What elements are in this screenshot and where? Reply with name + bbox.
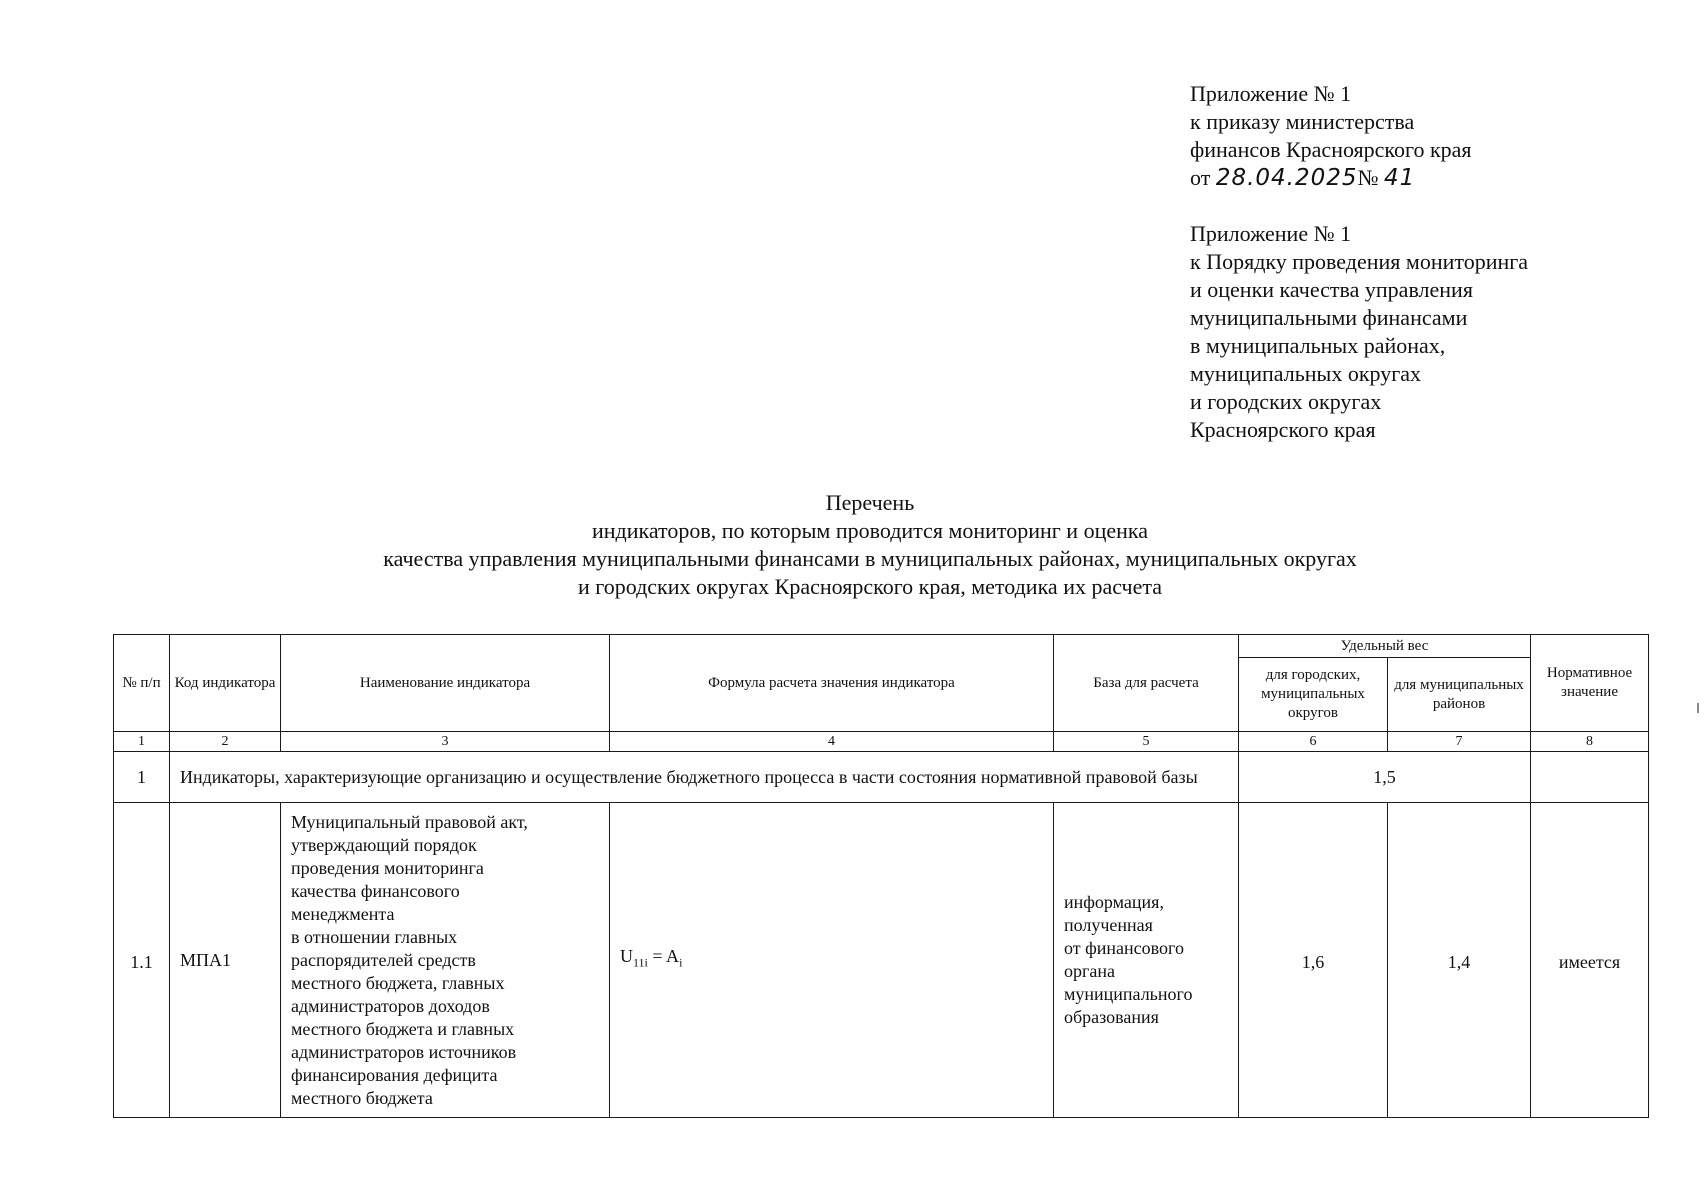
section-num: 1 [114,752,170,803]
header-weight-group: Удельный вес [1239,635,1531,658]
row-name-line: местного бюджета, главных [291,972,505,993]
section-weight: 1,5 [1239,752,1531,803]
scan-mark [1697,703,1699,713]
row-weight-urban: 1,6 [1239,803,1388,1118]
row-name-line: администраторов источников [291,1041,517,1062]
appendix-procedure-line: и оценки качества управления [1190,277,1473,302]
appendix-procedure-line: в муниципальных районах, [1190,333,1446,358]
date-prefix: от [1190,165,1211,190]
indicators-table [113,634,1649,1118]
header-num: № п/п [114,635,170,732]
row-formula [610,803,1054,1118]
appendix-procedure-line: и городских округах [1190,389,1382,414]
formula-u: U [620,946,633,967]
row-num: 1.1 [114,803,170,1118]
column-number: 8 [1531,732,1649,752]
handwritten-date: 28.04.2025 [1215,165,1358,191]
row-name-line: качества финансового [291,880,460,901]
title-line: и городских округах Красноярского края, методика их расчета [577,574,1163,599]
header-name: Наименование индикатора [281,635,610,732]
section-norm-empty [1531,752,1649,803]
title-line: Перечень [825,490,915,515]
formula-u-subscript: 11i [633,955,648,970]
appendix-procedure-line: к Порядку проведения мониторинга [1190,249,1529,274]
column-number: 3 [281,732,610,752]
appendix-procedure-block [1190,220,1528,444]
appendix-procedure-line: Красноярского края [1190,417,1376,442]
appendix-order-line-1: Приложение № 1 [1190,81,1352,106]
number-prefix: № [1357,165,1379,190]
row-base [1054,803,1239,1118]
appendix-order-line-2: к приказу министерства [1190,109,1415,134]
row-norm: имеется [1531,803,1649,1118]
row-name-line: проведения мониторинга [291,857,484,878]
column-number: 5 [1054,732,1239,752]
table-header-row [114,635,1649,658]
formula-equals-a: = A [647,946,680,967]
row-base-line: образования [1064,1007,1159,1027]
row-name-line: местного бюджета и главных [291,1018,515,1039]
row-code: МПА1 [170,803,281,1118]
column-number: 4 [610,732,1054,752]
row-name-line: администраторов доходов [291,995,490,1016]
header-code: Код индикатора [170,635,281,732]
handwritten-number: 41 [1384,165,1416,191]
row-base-line: от финансового [1064,938,1184,958]
appendix-procedure-line: Приложение № 1 [1190,221,1352,246]
title-line: качества управления муниципальными финансами в муниципальных районах, муниципальных округах [383,546,1357,571]
row-base-line: органа [1064,961,1115,981]
row-name-line: финансирования дефицита [291,1064,498,1085]
section-name: Индикаторы, характеризующие организацию и осуществление бюджетного процесса в части состояния нормативной правовой базы [170,752,1239,803]
row-name-line: в отношении главных [291,926,458,947]
column-number: 1 [114,732,170,752]
header-norm: Нормативное значение [1531,635,1649,732]
section-row [114,752,1649,803]
header-weight-urban: для городских, муниципальных округов [1239,658,1388,732]
column-number: 2 [170,732,281,752]
column-number: 7 [1388,732,1531,752]
appendix-procedure-line: муниципальными финансами [1190,305,1468,330]
row-name-line: менеджмента [291,903,395,924]
appendix-procedure-line: муниципальных округах [1190,361,1421,386]
header-weight-district: для муниципальных районов [1388,658,1531,732]
row-name-line: распорядителей средств [291,949,476,970]
table-row [114,803,1649,1118]
row-base-line: информация, [1064,892,1164,912]
row-name [281,803,610,1118]
title-line: индикаторов, по которым проводится мониторинг и оценка [591,518,1149,543]
column-number: 6 [1239,732,1388,752]
row-base-line: муниципального [1064,984,1193,1004]
header-formula: Формула расчета значения индикатора [610,635,1054,732]
header-base: База для расчета [1054,635,1239,732]
row-name-line: утверждающий порядок [291,834,477,855]
document-title [300,489,1440,601]
row-weight-district: 1,4 [1388,803,1531,1118]
row-name-line: местного бюджета [291,1087,433,1108]
appendix-order-date-line [1190,164,1472,192]
appendix-order-line-3: финансов Красноярского края [1190,137,1472,162]
row-name-line: Муниципальный правовой акт, [291,811,528,832]
column-number-row [114,732,1649,752]
formula-a-subscript: i [679,955,683,970]
row-base-line: полученная [1064,915,1153,935]
appendix-order-block [1190,80,1472,192]
